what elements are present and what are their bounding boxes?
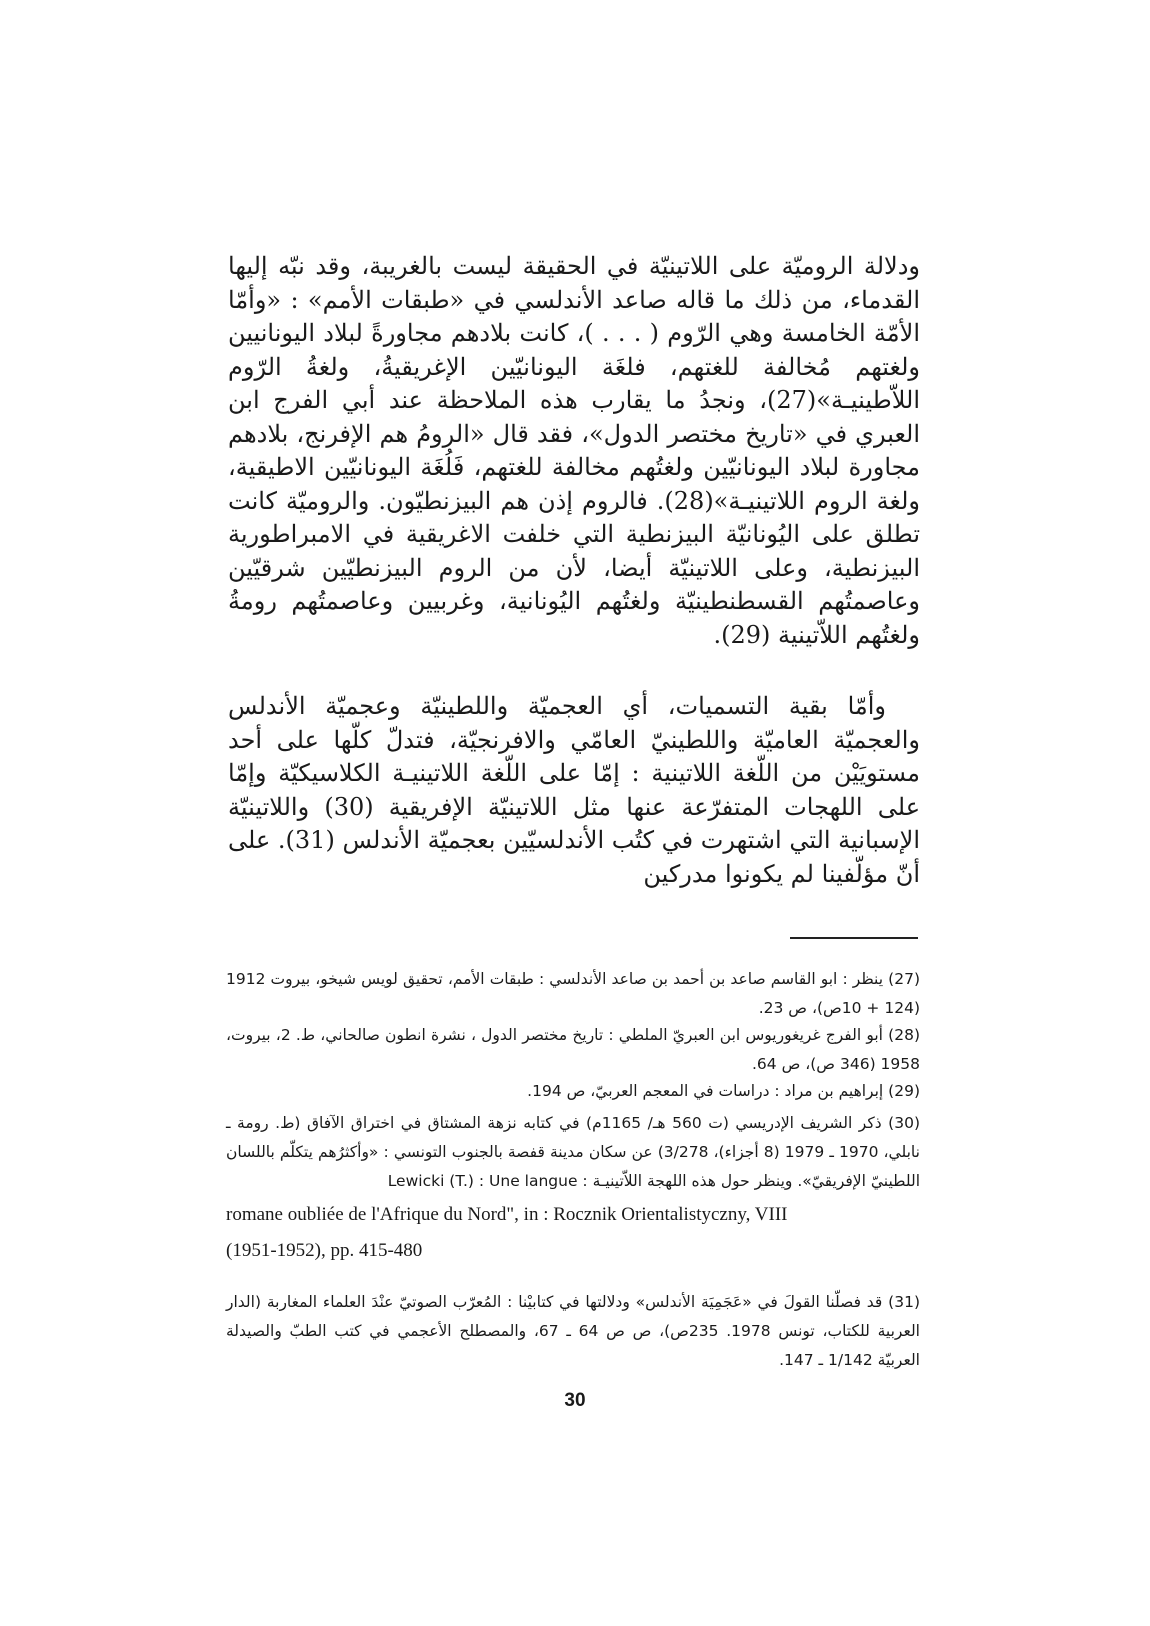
footnote-28: (28) أبو الفرج غريغوريوس ابن العبريّ الملطي : تاريخ مختصر الدول ، نشرة انطون صالحاني، ط. 2، بيروت، 1958 (346 ص)، ص 64. [226, 1026, 920, 1073]
body-paragraph-1: ودلالة الروميّة على اللاتينيّة في الحقيقة ليست بالغريبة، وقد نبّه إليها القدماء، من ذلك ما قاله صاعد الأندلسي في «طبقات الأمم» : «وأمّا الأمّة الخامسة وهي الرّوم ( . . . )، كانت بلادهم مجاورةً لبلاد اليونانيين ولغتهم مُخالفة للغتهم، فلغَة اليونانيّين الإغريقيةُ، ولغةُ الرّوم اللاّطينيـة»(27)، ونجدُ ما يقارب هذه الملاحظة عند أبي الفرج ابن العبري في «تاريخ مختصر الدول»، فقد قال «الرومُ هم الإفرنج، بلادهم مجاورة لبلاد اليونانيّين ولغتُهم مخالفة للغتهم، فَلُغَة اليونانيّين الاطيقية، ولغة الروم اللاتينيـة»(28). فالروم إذن هم البيزنطيّون. والروميّة كانت تطلق على اليُونانيّة البيزنطية التي خلفت الاغريقية في الامبراطورية البيزنطية، وعلى اللاتينيّة أيضا، لأن من الروم البيزنطيّين شرقيّين وعاصمتُهم القسطنطينيّة ولغتُهم اليُونانية، وغربيين وعاصمتُهم رومةُ ولغتُهم اللاّتينية (29). [228, 252, 920, 649]
footnote-separator [790, 937, 918, 939]
body-paragraph-2: وأمّا بقية التسميات، أي العجميّة واللطينيّة وعجميّة الأندلس والعجميّة العاميّة واللطينيّ العامّي والافرنجيّة، فتدلّ كلّها على أحد مستويَيْن من اللّغة اللاتينية : إمّا على اللّغة اللاتينيـة الكلاسيكيّة وإمّا على اللهجات المتفرّعة عنها مثل اللاتينيّة الإفريقية (30) واللاتينيّة الإسبانية التي اشتهرت في كتُب الأندلسيّين بعجميّة الأندلس (31). على أنّ مؤلّفينا لم يكونوا مدركين [228, 692, 921, 888]
footnote-31: (31) قد فصلّنا القولَ في «عَجَمِيَة الأندلس» ودلالتها في كتابيْنا : المُعرّب الصوتيّ عنْدَ العلماء المغاربة (الدار العربية للكتاب، تونس 1978. 235ص)، ص ص 64 ـ 67، والمصطلح الأعجمي في كتب الطبّ والصيدلة العربيّة 1/142 ـ 147. [226, 1293, 920, 1369]
footnote-30-latin-line-2: (1951-1952), pp. 415-480 [226, 1240, 423, 1261]
page-number: 30 [564, 1390, 586, 1411]
footnote-30-latin-line-1: romane oubliée de l'Afrique du Nord", in : Rocznik Orientalistyczny, VIII [226, 1204, 788, 1225]
footnote-30: (30) ذكر الشريف الإدريسي (ت 560 هـ/ 1165م) في كتابه نزهة المشتاق في اختراق الآفاق (ط. رومة ـ نابلي، 1970 ـ 1979 (8 أجزاء)، 3/278) عن سكان مدينة قفصة بالجنوب التونسي : «وأكثرُهم يتكلّم باللسان اللطينيّ الإفريقيّ». وينظر حول هذه اللهجة اللاّتينيـة : Lewicki (T.) : Une langue [226, 1114, 920, 1190]
footnote-27: (27) ينظر : ابو القاسم صاعد بن أحمد بن صاعد الأندلسي : طبقات الأمم، تحقيق لويس شيخو، بيروت 1912 (124 + 10ص)، ص 23. [226, 970, 920, 1017]
footnote-29: (29) إبراهيم بن مراد : دراسات في المعجم العربيّ، ص 194. [527, 1082, 920, 1100]
